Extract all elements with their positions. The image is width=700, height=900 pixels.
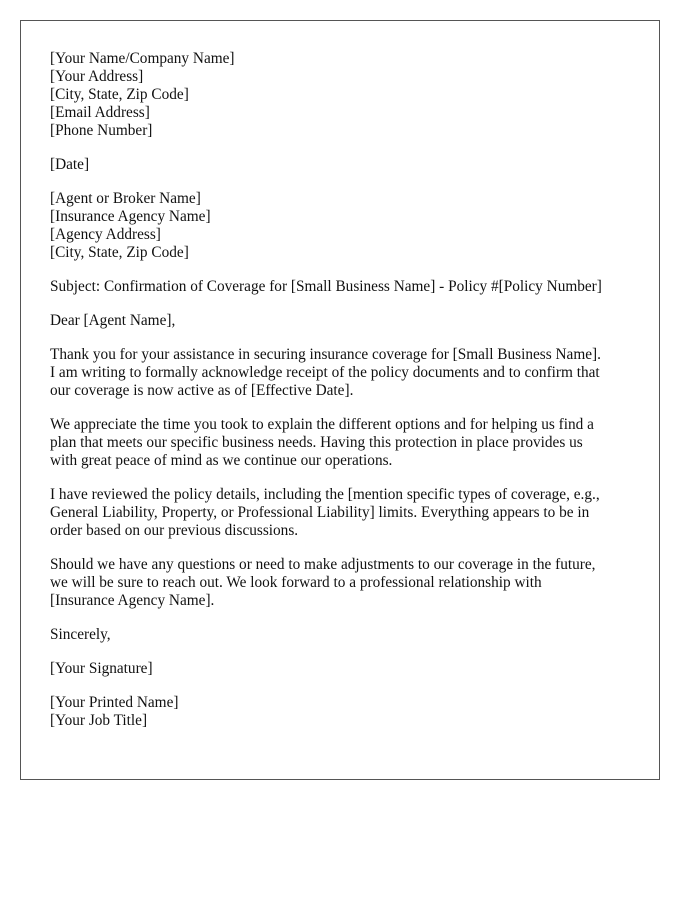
- paragraph-line: We appreciate the time you took to explain the different options and for helping us find a: [50, 416, 594, 433]
- recipient-city-state-zip: [City, State, Zip Code]: [50, 244, 189, 261]
- signature-placeholder: [Your Signature]: [50, 660, 153, 677]
- recipient-block: [50, 190, 640, 262]
- paragraph-line: Should we have any questions or need to make adjustments to our coverage in the future,: [50, 556, 596, 573]
- paragraph-line: I have reviewed the policy details, including the [mention specific types of coverage, e.g.,: [50, 486, 600, 503]
- salutation: Dear [Agent Name],: [50, 312, 176, 329]
- paragraph-line: with great peace of mind as we continue our operations.: [50, 452, 393, 469]
- paragraph-line: I am writing to formally acknowledge receipt of the policy documents and to confirm that: [50, 364, 600, 381]
- body-paragraph-3: [50, 486, 640, 540]
- signoff-block: [50, 694, 640, 730]
- sender-email: [Email Address]: [50, 104, 150, 121]
- paragraph-line: [Insurance Agency Name].: [50, 592, 215, 609]
- letter-date: [Date]: [50, 156, 90, 173]
- body-paragraph-2: [50, 416, 640, 470]
- body-paragraph-1: [50, 346, 640, 400]
- paragraph-line: General Liability, Property, or Professional Liability] limits. Everything appears to be in: [50, 504, 590, 521]
- closing: Sincerely,: [50, 626, 111, 643]
- sender-block: [50, 50, 640, 140]
- salutation-block: [50, 312, 640, 330]
- date-block: [50, 156, 640, 174]
- signature-block: [50, 660, 640, 678]
- printed-name: [Your Printed Name]: [50, 694, 179, 711]
- subject-block: [50, 278, 640, 296]
- recipient-agency: [Insurance Agency Name]: [50, 208, 211, 225]
- paragraph-line: order based on our previous discussions.: [50, 522, 299, 539]
- paragraph-line: Thank you for your assistance in securing insurance coverage for [Small Business Name].: [50, 346, 601, 363]
- subject-line: Subject: Confirmation of Coverage for [Small Business Name] - Policy #[Policy Number]: [50, 278, 602, 295]
- recipient-address: [Agency Address]: [50, 226, 161, 243]
- body-paragraph-4: [50, 556, 640, 610]
- letter-content: [50, 50, 640, 746]
- recipient-name: [Agent or Broker Name]: [50, 190, 201, 207]
- closing-block: [50, 626, 640, 644]
- sender-address: [Your Address]: [50, 68, 144, 85]
- sender-phone: [Phone Number]: [50, 122, 153, 139]
- paragraph-line: we will be sure to reach out. We look forward to a professional relationship with: [50, 574, 542, 591]
- sender-name: [Your Name/Company Name]: [50, 50, 235, 67]
- job-title: [Your Job Title]: [50, 712, 148, 729]
- letter-page: [20, 20, 660, 780]
- sender-city-state-zip: [City, State, Zip Code]: [50, 86, 189, 103]
- paragraph-line: our coverage is now active as of [Effective Date].: [50, 382, 354, 399]
- paragraph-line: plan that meets our specific business needs. Having this protection in place provides us: [50, 434, 583, 451]
